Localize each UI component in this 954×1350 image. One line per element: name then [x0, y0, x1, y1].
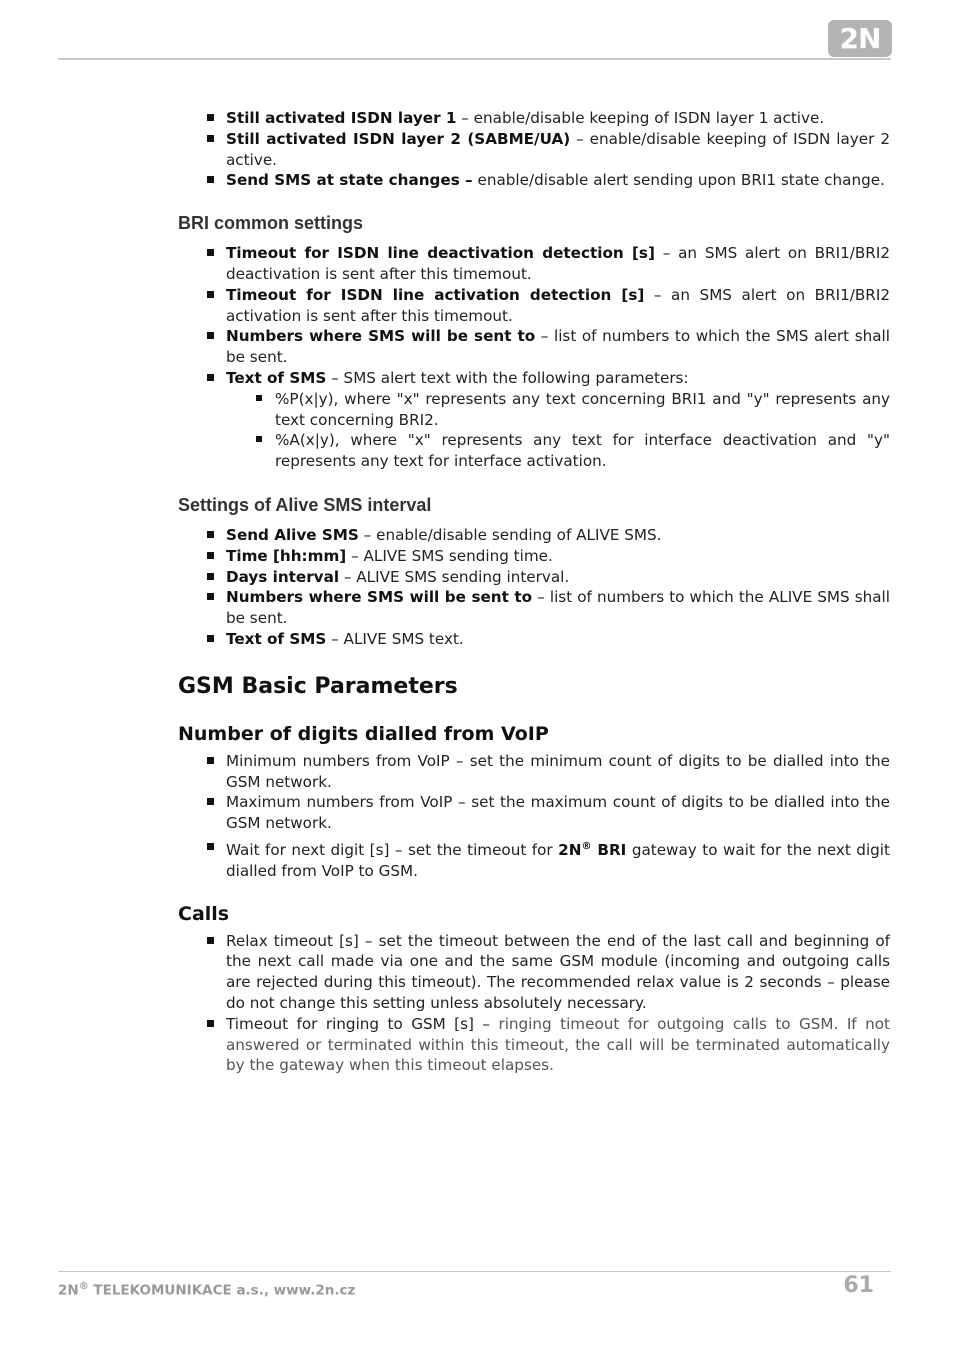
registered-mark: ®: [78, 1281, 89, 1292]
header-divider: [58, 58, 891, 60]
item-term: Send SMS at state changes –: [226, 171, 473, 190]
list-item: [226, 837, 890, 882]
page-content: [178, 108, 890, 1076]
item-text: gateway to wait for the next digit dialled from VoIP to GSM.: [226, 840, 890, 880]
brand-name: 2N: [558, 840, 582, 859]
list-item: Minimum numbers from VoIP – set the minimum count of digits to be dialled into the GSM network.: [226, 751, 890, 791]
item-desc: – an SMS alert on BRI1/BRI2 deactivation is sent after this timemout.: [226, 244, 890, 283]
alive-sms-list: [178, 525, 890, 650]
list-item: [226, 170, 890, 191]
item-term: Send Alive SMS: [226, 525, 359, 544]
item-desc: – ALIVE SMS text.: [326, 629, 464, 648]
item-term: Still activated ISDN layer 2 (SABME/UA): [226, 129, 571, 148]
page-number: 61: [843, 1273, 874, 1298]
section-heading-gsm-basic: GSM Basic Parameters: [178, 673, 458, 699]
list-item: [226, 567, 890, 588]
list-item: [226, 368, 890, 472]
item-desc: ringing timeout for outgoing calls to GSM. If not answered or terminated within this timeout, the call will be terminated automatically by the gateway when this timeout elapses.: [226, 1014, 890, 1075]
calls-list: [178, 931, 890, 1077]
sub-list-item: %P(x|y), where "x" represents any text concerning BRI1 and "y" represents any text concerning BRI2.: [275, 389, 890, 429]
list-item: Maximum numbers from VoIP – set the maximum count of digits to be dialled into the GSM network.: [226, 793, 890, 833]
section-heading-bri-common: BRI common settings: [178, 213, 364, 234]
item-desc: – enable/disable keeping of ISDN layer 2 active.: [226, 129, 890, 169]
item-desc: – enable/disable keeping of ISDN layer 1 active.: [456, 109, 825, 127]
product-name: BRI: [591, 840, 627, 859]
item-desc: – ALIVE SMS sending interval.: [339, 567, 570, 586]
item-term: Time [hh:mm]: [226, 546, 347, 565]
item-desc: – SMS alert text with the following parameters:: [326, 368, 689, 387]
sub-list-item: %A(x|y), where "x" represents any text for interface deactivation and "y" represents any text for interface activation.: [275, 431, 890, 471]
brand-logo: 2N: [828, 20, 892, 57]
item-desc: – enable/disable sending of ALIVE SMS.: [358, 525, 662, 544]
list-item: [226, 587, 890, 629]
section-heading-alive-sms: Settings of Alive SMS interval: [178, 494, 432, 515]
list-item: [226, 546, 890, 567]
footer-brand: 2N: [58, 1282, 79, 1299]
item-desc: – list of numbers to which the ALIVE SMS shall be sent.: [226, 588, 890, 628]
digits-list: [178, 751, 890, 882]
item-desc: enable/disable alert sending upon BRI1 state change.: [472, 171, 885, 190]
item-desc: – list of numbers to which the SMS alert shall be sent.: [226, 327, 890, 367]
list-item: [226, 326, 890, 368]
item-term: Timeout for ISDN line deactivation detection [s]: [226, 244, 655, 263]
list-item: [226, 129, 890, 171]
item-text: Wait for next digit [s] – set the timeout for: [226, 840, 559, 859]
item-term: Still activated ISDN layer 1: [226, 109, 457, 127]
section-heading-digits: Number of digits dialled from VoIP: [178, 722, 549, 745]
list-item: [226, 285, 890, 327]
footer-text: TELEKOMUNIKACE a.s., www.2n.cz: [88, 1282, 356, 1299]
item-term: Text of SMS: [226, 629, 327, 648]
list-item: [226, 525, 890, 546]
list-item: Relax timeout [s] – set the timeout between the end of the last call and beginning of the next call made via one and the same GSM module (incoming and outgoing calls are rejected during this timeout). The recommended relax value is 2 seconds – please do not change this setting unless absolutely necessary.: [226, 931, 890, 1012]
list-item: [226, 629, 890, 650]
list-item: [226, 108, 890, 129]
item-term: Timeout for ISDN line activation detection [s]: [226, 285, 645, 304]
item-term: Numbers where SMS will be sent to: [226, 327, 536, 346]
item-term: Timeout for ringing to GSM [s] –: [226, 1014, 490, 1033]
item-desc: – an SMS alert on BRI1/BRI2 activation is sent after this timemout.: [226, 285, 890, 325]
item-term: Text of SMS: [226, 368, 327, 387]
footer-company: [58, 1281, 355, 1299]
bri-common-list: [178, 243, 890, 472]
footer-divider: [58, 1271, 891, 1272]
item-term: Days interval: [226, 567, 340, 586]
registered-mark: ®: [581, 840, 592, 852]
list-item: [226, 243, 890, 285]
section-heading-calls: Calls: [178, 902, 230, 925]
isdn-options-list: [178, 108, 890, 191]
item-term: Numbers where SMS will be sent to: [226, 588, 533, 607]
list-item: [226, 1014, 890, 1076]
item-desc: – ALIVE SMS sending time.: [346, 546, 553, 565]
sms-parameter-list: [226, 389, 890, 472]
